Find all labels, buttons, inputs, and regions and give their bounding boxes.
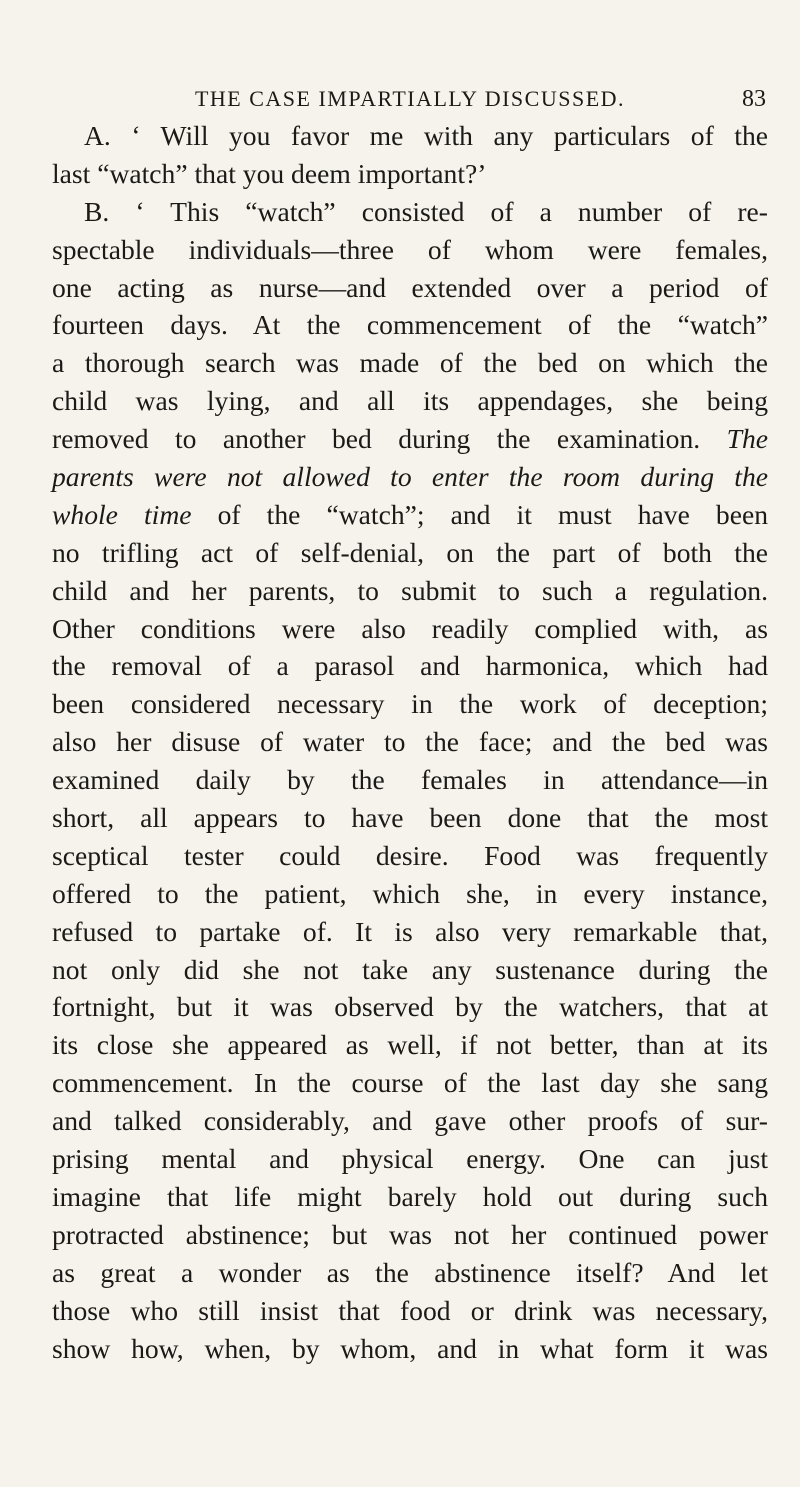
text-line: imagine that life might barely hold out during such xyxy=(52,1180,768,1212)
text-line: short, all appears to have been done that the most xyxy=(52,802,768,834)
text-line: a thorough search was made of the bed on which the xyxy=(52,347,768,379)
text-line: child was lying, and all its appendages, she being xyxy=(52,385,768,417)
running-head: THE CASE IMPARTIALLY DISCUSSED. xyxy=(194,86,626,111)
text-line: fortnight, but it was observed by the watchers, that at xyxy=(52,991,768,1023)
text-line: B. ‘ This “watch” consisted of a number of re- xyxy=(84,195,768,227)
text-line: no trifling act of self-denial, on the part of both the xyxy=(52,536,768,568)
text-line: the removal of a parasol and harmonica, which had xyxy=(52,650,768,682)
page-number: 83 xyxy=(742,86,766,112)
text-line: been considered necessary in the work of deception; xyxy=(52,688,768,720)
text-segment: removed to another bed during the examination. xyxy=(52,423,701,455)
text-line: not only did she not take any sustenance during the xyxy=(52,953,768,985)
text-line: last “watch” that you deem important?’ xyxy=(52,157,487,189)
text-line: A. ‘ Will you favor me with any particulars of the xyxy=(84,120,768,151)
text-line: one acting as nurse—and extended over a period of xyxy=(52,271,768,303)
text-line: as great a wonder as the abstinence itself? And let xyxy=(52,1256,768,1288)
text-line: its close she appeared as well, if not better, than at its xyxy=(52,1029,768,1061)
text-line: Other conditions were also readily complied with, as xyxy=(52,612,768,644)
body-text xyxy=(52,117,768,1367)
text-line: show how, when, by whom, and in what form it was xyxy=(52,1332,768,1364)
italic-segment: whole time xyxy=(52,498,192,530)
text-line: also her disuse of water to the face; and the bed was xyxy=(52,726,768,758)
text-line: refused to partake of. It is also very remarkable that, xyxy=(52,915,768,947)
text-line: protracted abstinence; but was not her continued power xyxy=(52,1218,768,1250)
text-segment: of the “watch”; and it must have been xyxy=(191,498,768,530)
text-line: prising mental and physical energy. One can just xyxy=(52,1143,768,1175)
text-line: and talked considerably, and gave other proofs of sur- xyxy=(52,1105,768,1137)
text-line: spectable individuals—three of whom were females, xyxy=(52,233,768,265)
italic-segment: parents were not allowed to enter the room during the xyxy=(52,461,768,493)
text-line xyxy=(52,496,768,534)
text-line: sceptical tester could desire. Food was frequently xyxy=(52,839,768,871)
text-line: those who still insist that food or drink was necessary, xyxy=(52,1294,768,1326)
text-line xyxy=(52,420,768,458)
text-line: child and her parents, to submit to such a regulation. xyxy=(52,574,768,606)
italic-segment: The xyxy=(726,423,768,455)
text-line: offered to the patient, which she, in every instance, xyxy=(52,877,768,909)
text-line: fourteen days. At the commencement of the “watch” xyxy=(52,309,768,341)
text-line: examined daily by the females in attendance—in xyxy=(52,764,768,796)
text-line xyxy=(52,458,768,496)
page-header xyxy=(54,86,766,116)
text-line: commencement. In the course of the last day she sang xyxy=(52,1067,768,1099)
